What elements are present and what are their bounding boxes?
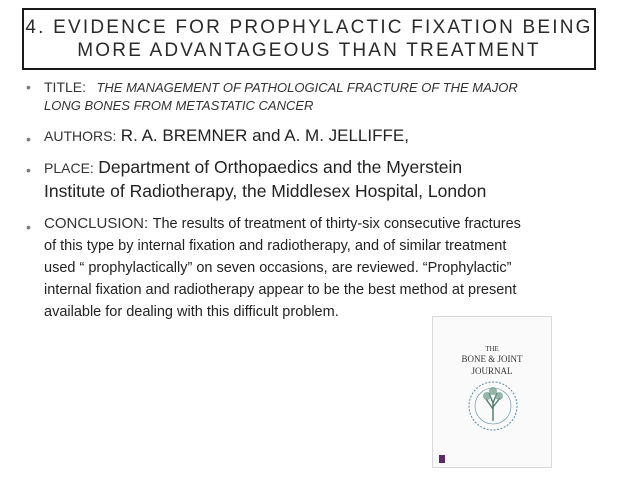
authors-label: AUTHORS: [44, 128, 117, 144]
slide-title-line-1: 4. EVIDENCE FOR PROPHYLACTIC FIXATION BEING [25, 17, 593, 38]
conclusion-label: CONCLUSION: [44, 215, 149, 232]
bullet-dot: • [26, 162, 31, 178]
bullet-title [24, 78, 636, 115]
bullet-dot: • [26, 219, 31, 235]
paper-title-line-1: THE MANAGEMENT OF PATHOLOGICAL FRACTURE OF THE MAJOR [96, 80, 518, 95]
place-value-line-2: Institute of Radiotherapy, the Middlesex Hospital, London [44, 181, 487, 201]
slide-title-box [22, 8, 596, 70]
bullet-conclusion [24, 213, 636, 323]
journal-seal-icon [463, 379, 523, 433]
journal-cover-image [432, 316, 552, 468]
conclusion-line-4: internal fixation and radiotherapy appear to be the best method at present [44, 282, 517, 298]
place-value-line-1: Department of Orthopaedics and the Myerstein [98, 157, 463, 177]
bullet-place [24, 156, 636, 204]
bullet-list [24, 78, 636, 323]
conclusion-line-1: The results of treatment of thirty-six consecutive fractures [152, 216, 521, 232]
title-label: TITLE: [44, 79, 87, 95]
place-label: PLACE: [44, 160, 94, 176]
conclusion-line-3: used “ prophylactically” on seven occasions, are reviewed. “Prophylactic” [44, 260, 512, 276]
cover-name-line-2: JOURNAL [471, 366, 513, 376]
cover-name-line-1: BONE & JOINT [461, 354, 523, 364]
bullet-authors [24, 125, 636, 148]
cover-the: THE [485, 345, 499, 353]
bullet-dot: • [26, 131, 31, 147]
authors-value: R. A. BREMNER and A. M. JELLIFFE, [120, 126, 409, 145]
publisher-logo [439, 455, 445, 463]
conclusion-line-2: of this type by internal fixation and radiotherapy, and of similar treatment [44, 238, 507, 254]
conclusion-line-5: available for dealing with this difficult problem. [44, 304, 339, 320]
slide-title-line-2: MORE ADVANTAGEOUS THAN TREATMENT [77, 40, 541, 61]
bullet-dot: • [26, 79, 31, 95]
paper-title-line-2: LONG BONES FROM METASTATIC CANCER [44, 98, 314, 113]
